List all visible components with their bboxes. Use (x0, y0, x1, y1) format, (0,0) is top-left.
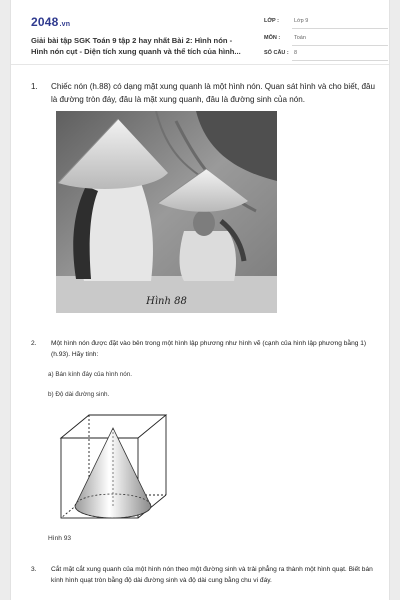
question-text: Chiếc nón (h.88) có dạng mặt xung quanh là một hình nón. Quan sát hình và cho biết, đâu là đường tròn đáy, đâu là mặt xung quanh, đâu là đường sinh của nón. (51, 82, 375, 104)
page (10, 0, 390, 600)
meta-divider (292, 45, 388, 46)
meta-grade-value: Lớp 9 (294, 18, 309, 24)
question-3 (31, 564, 375, 586)
question-text: Cắt mặt cắt xung quanh của một hình nón theo một đường sinh và trải phẳng ra thành một hình quạt. Biết bán kính hình quạt tròn bằng độ dài đường sinh và độ dài cung bằng chu vi đáy. (51, 566, 373, 584)
conical-hat-photo (56, 111, 277, 313)
meta-count-label: SỐ CÂU : (264, 50, 289, 56)
figure-93-cone-in-cube (51, 410, 171, 522)
logo-text: 2048 (31, 15, 59, 29)
site-logo[interactable] (31, 15, 70, 29)
question-2 (31, 338, 375, 360)
figure-caption: Hình 93 (48, 535, 72, 542)
header (11, 0, 389, 65)
meta-divider (292, 28, 388, 29)
question-1 (31, 80, 375, 106)
meta-subject-value: Toán (294, 35, 306, 41)
meta-subject (264, 32, 388, 48)
meta-divider (292, 60, 388, 61)
meta-subject-label: MÔN : (264, 35, 281, 41)
page-title: Giải bài tập SGK Toán 9 tập 2 hay nhất Bài 2: Hình nón - Hình nón cụt - Diện tích xung quanh và thể tích của hình... (31, 36, 241, 56)
meta-count-value: 8 (294, 50, 298, 56)
meta-grade-label: LỚP : (264, 18, 279, 24)
logo-suffix: .vn (59, 21, 71, 28)
option-b: b) Độ dài đường sinh. (48, 391, 110, 398)
question-text: Một hình nón được đặt vào bên trong một hình lập phương như hình vẽ (cạnh của hình lập phương bằng 1) (h.93). Hãy tính: (51, 340, 367, 358)
question-number: 1. (31, 82, 38, 91)
question-number: 2. (31, 340, 37, 347)
question-number: 3. (31, 566, 37, 573)
meta-count (264, 47, 388, 63)
figure-88-photo (56, 111, 277, 313)
meta-grade (264, 15, 388, 31)
option-a: a) Bán kính đáy của hình nón. (48, 371, 133, 378)
figure-caption: Hình 88 (146, 296, 187, 307)
